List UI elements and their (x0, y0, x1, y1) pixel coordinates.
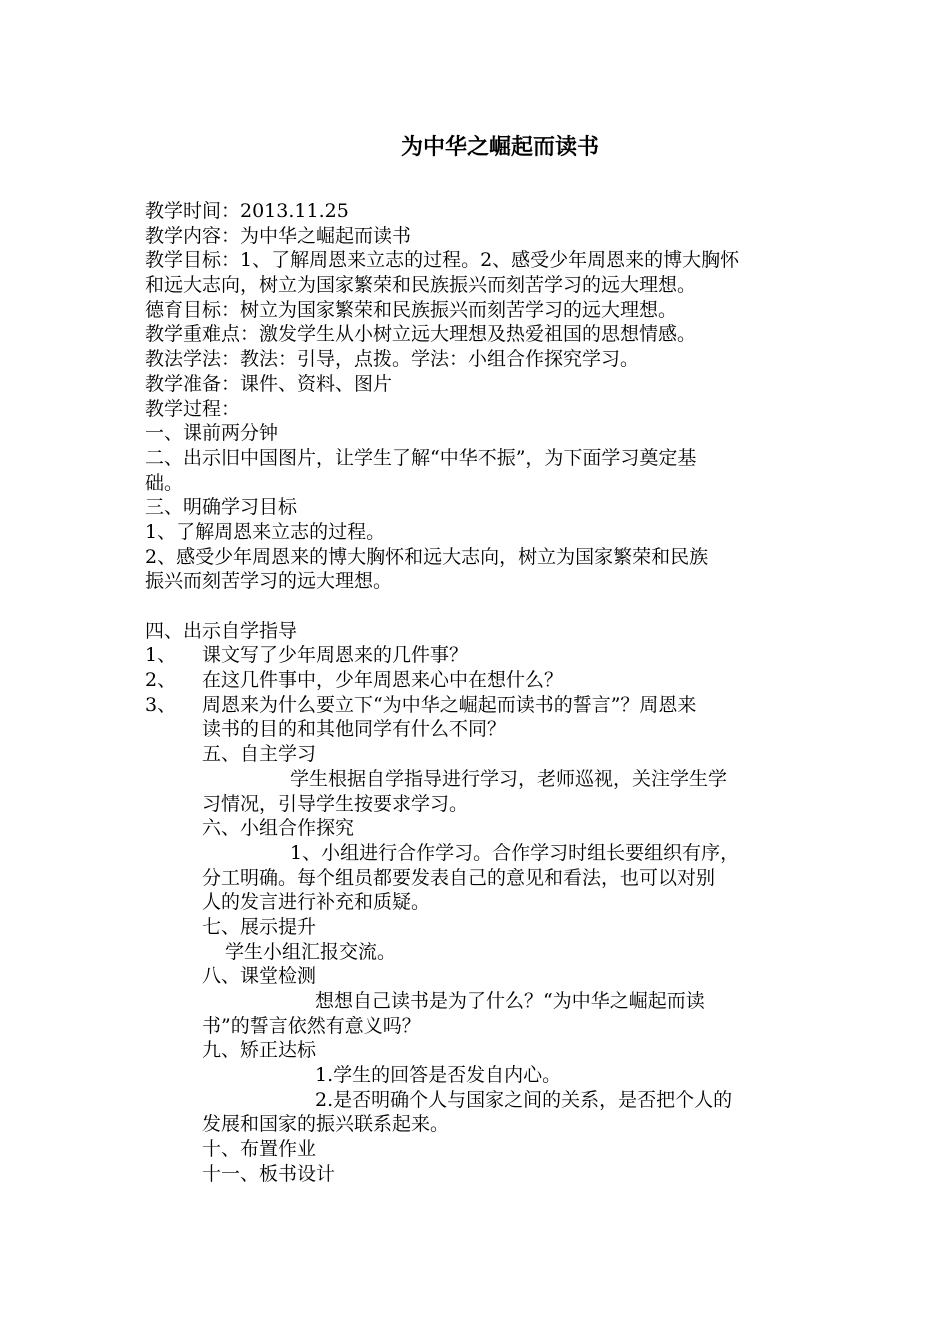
text-line: 人的发言进行补充和质疑。 (202, 891, 431, 914)
section-heading: 八、课堂检测 (202, 965, 317, 988)
text-line: 想想自己读书是为了什么？“为中华之崛起而读 (315, 990, 705, 1012)
text-line: 三、明确学习目标 (145, 496, 298, 519)
text-line: 学生小组汇报交流。 (225, 940, 397, 963)
guide-item (145, 643, 813, 668)
text-line: 二、出示旧中国图片，让学生了解“中华不振”，为下面学习奠定基 (145, 446, 697, 469)
text-line: 教法学法：教法：引导，点拨。学法：小组合作探究学习。 (145, 348, 640, 371)
guide-item-number: 2、 (145, 669, 177, 692)
section-heading: 九、矫正达标 (202, 1039, 317, 1062)
text-line: 1.学生的回答是否发自内心。 (315, 1064, 562, 1087)
section-heading: 十一、板书设计 (202, 1162, 336, 1185)
guide-item-text: 在这几件事中，少年周恩来心中在想什么？ (202, 669, 564, 692)
blank-line (145, 594, 813, 619)
text-line: 2、感受少年周恩来的博大胸怀和远大志向，树立为国家繁荣和民族 (145, 545, 709, 568)
text-line: 2.是否明确个人与国家之间的关系，是否把个人的 (315, 1088, 733, 1111)
text-line: 振兴而刻苦学习的远大理想。 (145, 570, 393, 593)
text-line: 发展和国家的振兴联系起来。 (202, 1113, 450, 1136)
text-line: 教学过程： (145, 397, 241, 420)
guide-item (145, 668, 813, 693)
text-line: 习情况，引导学生按要求学习。 (202, 792, 469, 815)
text-line: 教学准备：课件、资料、图片 (145, 372, 393, 395)
text-line: 教学内容：为中华之崛起而读书 (145, 224, 412, 247)
section-heading: 十、布置作业 (202, 1138, 317, 1161)
text-line: 一、课前两分钟 (145, 422, 279, 445)
section-heading: 四、出示自学指导 (145, 619, 298, 642)
text-line: 德育目标：树立为国家繁荣和民族振兴而刻苦学习的远大理想。 (145, 298, 678, 321)
text-line: 教学目标：1、了解周恩来立志的过程。2、感受少年周恩来的博大胸怀 (145, 249, 740, 272)
guide-item-number: 1、 (145, 644, 177, 667)
guide-item-text: 课文写了少年周恩来的几件事？ (202, 644, 469, 667)
text-line: 书”的誓言依然有意义吗？ (202, 1014, 421, 1037)
section-heading: 六、小组合作探究 (202, 817, 355, 840)
guide-item-text: 周恩来为什么要立下“为中华之崛起而读书的誓言”？周恩来 (202, 693, 697, 716)
text-line: 教学重难点：激发学生从小树立远大理想及热爱祖国的思想情感。 (145, 323, 697, 346)
text-line: 教学时间：2013.11.25 (145, 200, 349, 222)
section-heading: 五、自主学习 (202, 743, 317, 766)
guide-item (145, 693, 813, 718)
text-line: 1、了解周恩来立志的过程。 (145, 520, 386, 543)
text-line: 础。 (145, 471, 184, 494)
document-title: 为中华之崛起而读书 (400, 135, 599, 160)
text-line: 分工明确。每个组员都要发表自己的意见和看法，也可以对别 (202, 866, 716, 889)
text-line: 和远大志向，树立为国家繁荣和民族振兴而刻苦学习的远大理想。 (145, 274, 697, 297)
section-heading: 七、展示提升 (202, 915, 317, 938)
guide-item-number: 3、 (145, 693, 177, 716)
text-line: 读书的目的和其他同学有什么不同？ (202, 718, 507, 741)
text-line: 学生根据自学指导进行学习，老师巡视，关注学生学 (290, 767, 728, 790)
document-body (145, 199, 813, 1187)
text-line: 1、小组进行合作学习。合作学习时组长要组织有序， (290, 841, 740, 864)
